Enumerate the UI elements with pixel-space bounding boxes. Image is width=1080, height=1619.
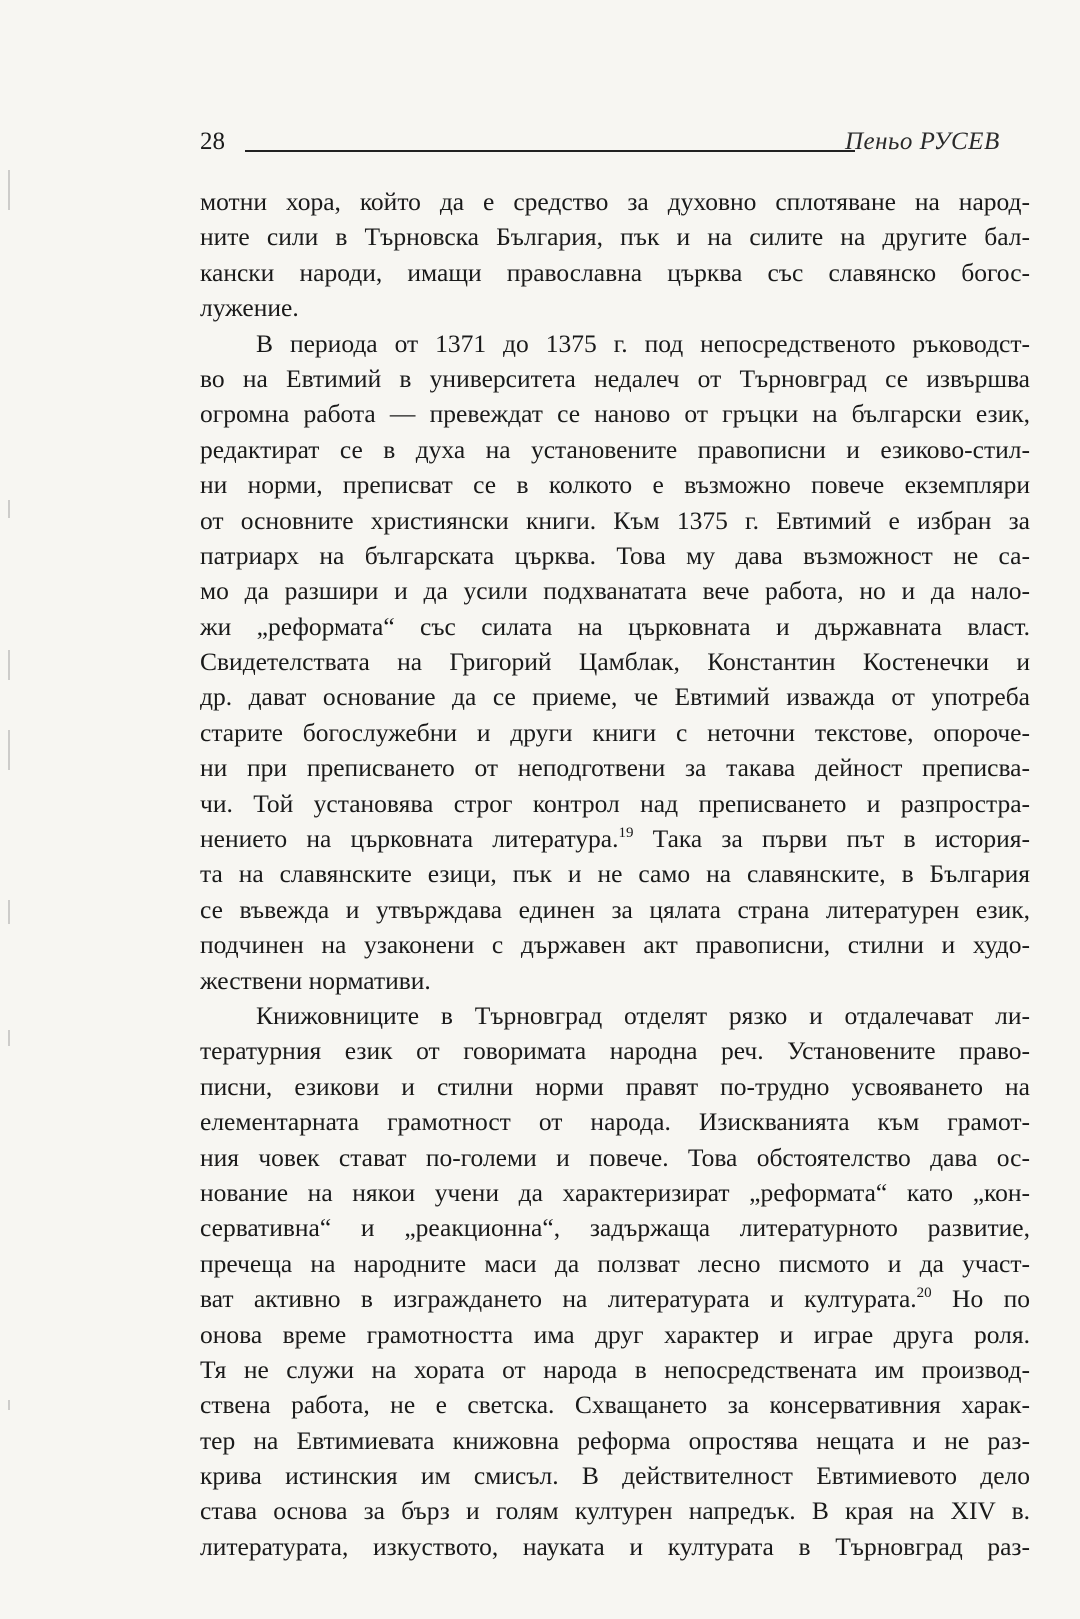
text-line: редактират се в духа на установените правописни и езиково-стил- [200, 434, 1030, 464]
paragraph-3 [200, 998, 1030, 1564]
text-line: нование на някои учени да характеризират „реформата“ като „кон- [200, 1177, 1030, 1207]
text-line: патриарх на българската църква. Това му дава възможност не са- [200, 540, 1030, 570]
footnote-ref: 19 [618, 825, 634, 842]
text-line: жи „реформата“ със силата на църковната и държавната власт. [200, 611, 1030, 641]
scan-edge-marks [4, 170, 18, 1470]
text-line: В периода от 1371 до 1375 г. под непосредственото ръководст- [256, 328, 1030, 358]
text-line: онова време грамотността има друг характер и играе друга роля. [200, 1319, 1030, 1349]
text-line-with-footnote [200, 821, 1030, 856]
text-line: та на славянските езици, пък и не само на славянските, в България [200, 859, 1030, 889]
text-segment: нението на църковната литература. [200, 824, 619, 854]
text-line: става основа за бърз и голям културен напредък. В края на XIV в. [200, 1496, 1030, 1526]
text-line: пречеща на народните маси да ползват лесно писмото и да участ- [200, 1248, 1030, 1278]
text-line-with-footnote [200, 1281, 1030, 1316]
text-line: се въвежда и утвърждава единен за цялата страна литературен език, [200, 894, 1030, 924]
text-line: елементарната грамотност от народа. Изискванията към грамот- [200, 1107, 1030, 1137]
text-line: ните сили в Търновска България, пък и на силите на другите бал- [200, 222, 1030, 252]
text-line: Тя не служи на хората от народа в непосредствената им производ- [200, 1354, 1030, 1384]
text-line: др. дават основание да се приеме, че Евтимий изважда от употреба [200, 682, 1030, 712]
text-segment: ват активно в изграждането на литературата и културата. [200, 1284, 917, 1314]
text-line: Книжовниците в Търновград отделят рязко и отдалечават ли- [256, 1000, 1030, 1030]
text-line: старите богослужебни и други книги с неточни текстове, опороче- [200, 717, 1030, 747]
running-head-author: Пеньо РУСЕВ [845, 128, 1000, 155]
text-line: лужение. [200, 293, 299, 323]
text-segment: Но по [931, 1284, 1030, 1314]
text-line: тературния език от говоримата народна реч. Установените право- [200, 1036, 1030, 1066]
text-line: литературата, изкуството, науката и културата в Търновград раз- [200, 1531, 1030, 1561]
body-text [200, 184, 1030, 1561]
text-line: огромна работа — превеждат се наново от гръцки на български език, [200, 399, 1030, 429]
text-line: сервативна“ и „реакционна“, задържаща литературното развитие, [200, 1213, 1030, 1243]
text-line: ния човек стават по-големи и повече. Това обстоятелство дава ос- [200, 1142, 1030, 1172]
text-line: кански народи, имащи православна църква със славянско богос- [200, 257, 1030, 287]
text-line: подчинен на узаконени с държавен акт правописни, стилни и худо- [200, 930, 1030, 960]
text-line: тер на Евтимиевата книжовна реформа опростява нещата и не раз- [200, 1425, 1030, 1455]
text-line: писни, езикови и стилни норми правят по-трудно усвояването на [200, 1071, 1030, 1101]
text-line: ни при преписването от неподготвени за такава дейност преписва- [200, 753, 1030, 783]
text-line: чи. Той установява строг контрол над преписването и разпростра- [200, 788, 1030, 818]
page-header [200, 126, 1020, 166]
text-line: мотни хора, който да е средство за духовно сплотяване на народ- [200, 187, 1030, 216]
text-segment: Така за първи път в история- [633, 824, 1030, 854]
text-line: мо да разшири и да усили подхванатата вече работа, но и да нало- [200, 576, 1030, 606]
header-rule [245, 150, 855, 152]
text-line: Свидетелствата на Григорий Цамблак, Константин Костенечки и [200, 647, 1030, 677]
paragraph-1 [200, 184, 1030, 326]
footnote-ref: 20 [916, 1285, 932, 1302]
text-line: жествени нормативи. [200, 965, 431, 995]
page-number: 28 [200, 128, 225, 155]
paragraph-2 [200, 326, 1030, 998]
text-line: во на Евтимий в университета недалеч от Търновград се извършва [200, 363, 1030, 393]
text-line: крива истинския им смисъл. В действителност Евтимиевото дело [200, 1461, 1030, 1491]
text-line: ни норми, преписват се в колкото е възможно повече екземпляри [200, 470, 1030, 500]
text-line: от основните християнски книги. Към 1375 г. Евтимий е избран за [200, 505, 1030, 535]
text-line: ствена работа, не е светска. Схващането за консервативния харак- [200, 1390, 1030, 1420]
